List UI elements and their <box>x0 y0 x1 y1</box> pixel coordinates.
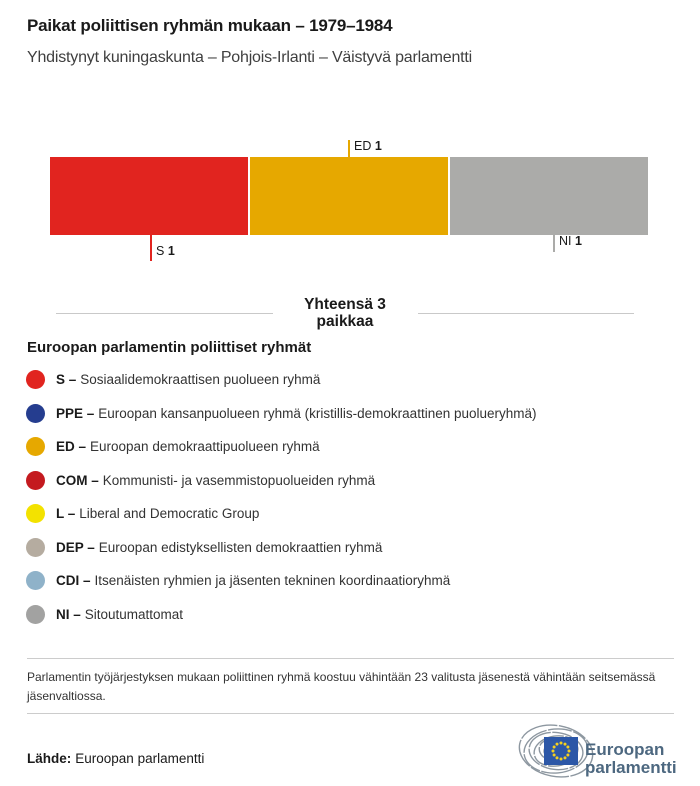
callout-ni-seats: 1 <box>574 234 582 248</box>
legend-item-ed <box>0 430 700 464</box>
callout-ed <box>354 139 382 153</box>
legend-item-s <box>0 363 700 397</box>
legend-dot-cdi <box>26 571 45 590</box>
legend-dot-com <box>26 471 45 490</box>
legend-label: Sitoutumattomat <box>84 606 184 622</box>
bar-segment-ed <box>250 157 448 235</box>
callout-s-code: S <box>156 244 165 258</box>
legend-label: Euroopan demokraattipuolueen ryhmä <box>90 439 320 455</box>
total-separator-right <box>418 313 635 314</box>
legend-code: PPE – <box>56 405 95 421</box>
divider-top <box>27 658 674 659</box>
logo-text-line1: Euroopan <box>585 740 665 760</box>
logo-text-line2: parlamentti <box>585 758 677 778</box>
footnote: Parlamentin työjärjestyksen mukaan poliittinen ryhmä koostuu vähintään 23 valitusta jäsenestä vähintään seitsemässä jäsenvaltiossa. <box>27 670 656 703</box>
bar-segment-s <box>50 157 248 235</box>
total-seats-label <box>273 296 418 330</box>
legend-item-cdi <box>0 564 700 598</box>
legend-dot-l <box>26 504 45 523</box>
source-line <box>27 751 204 766</box>
legend-item-ni <box>0 598 700 632</box>
legend-code: S – <box>56 372 77 388</box>
legend-code: L – <box>56 506 76 522</box>
source-label: Lähde: <box>27 750 72 766</box>
seats-chart <box>0 67 700 295</box>
callout-s-seats: 1 <box>167 244 175 258</box>
page-title: Paikat poliittisen ryhmän mukaan – 1979–1984 <box>27 16 393 35</box>
page-subtitle: Yhdistynyt kuningaskunta – Pohjois-Irlanti – Väistyvä parlamentti <box>27 49 473 66</box>
callout-s <box>156 244 175 258</box>
legend-label: Itsenäisten ryhmien ja jäsenten tekninen koordinaatioryhmä <box>94 573 451 589</box>
legend-item-ppe <box>0 397 700 431</box>
legend-code: ED – <box>56 439 87 455</box>
legend-label: Euroopan edistyksellisten demokraattien ryhmä <box>98 539 383 555</box>
total-separator-left <box>56 313 273 314</box>
legend-label: Kommunisti- ja vasemmistopuolueiden ryhmä <box>102 472 376 488</box>
legend-code: CDI – <box>56 573 91 589</box>
tick-s <box>150 235 152 261</box>
callout-ni <box>559 234 582 248</box>
legend-item-dep <box>0 531 700 565</box>
legend-label: Sosiaalidemokraattisen puolueen ryhmä <box>80 372 321 388</box>
legend-code: NI – <box>56 606 81 622</box>
tick-ni <box>553 235 555 252</box>
legend-dot-ed <box>26 437 45 456</box>
legend-dot-s <box>26 370 45 389</box>
source-value: Euroopan parlamentti <box>75 750 205 766</box>
callout-ed-seats: 1 <box>374 139 382 153</box>
total-seats-line2: paikkaa <box>316 313 374 330</box>
tick-ed <box>348 140 350 157</box>
logo-wordmark <box>585 740 677 777</box>
legend-item-l <box>0 497 700 531</box>
seats-bar <box>50 157 648 235</box>
european-parliament-logo <box>514 724 694 778</box>
eu-flag-icon <box>544 737 578 765</box>
footer-row <box>0 722 700 780</box>
legend-item-com <box>0 464 700 498</box>
legend-label: Liberal and Democratic Group <box>79 506 260 522</box>
legend-dot-ppe <box>26 404 45 423</box>
legend-heading: Euroopan parlamentin poliittiset ryhmät <box>27 339 312 356</box>
legend-dot-dep <box>26 538 45 557</box>
callout-ni-code: NI <box>559 234 572 248</box>
bar-segment-ni <box>450 157 648 235</box>
total-seats-line1: Yhteensä 3 <box>304 296 386 313</box>
legend <box>0 363 700 631</box>
callout-ed-code: ED <box>354 139 372 153</box>
legend-label: Euroopan kansanpuolueen ryhmä (kristillis-demokraattinen puolueryhmä) <box>98 405 537 421</box>
legend-dot-ni <box>26 605 45 624</box>
divider-bottom <box>27 713 674 714</box>
total-seats-row <box>56 295 634 331</box>
legend-code: DEP – <box>56 539 95 555</box>
legend-code: COM – <box>56 472 99 488</box>
